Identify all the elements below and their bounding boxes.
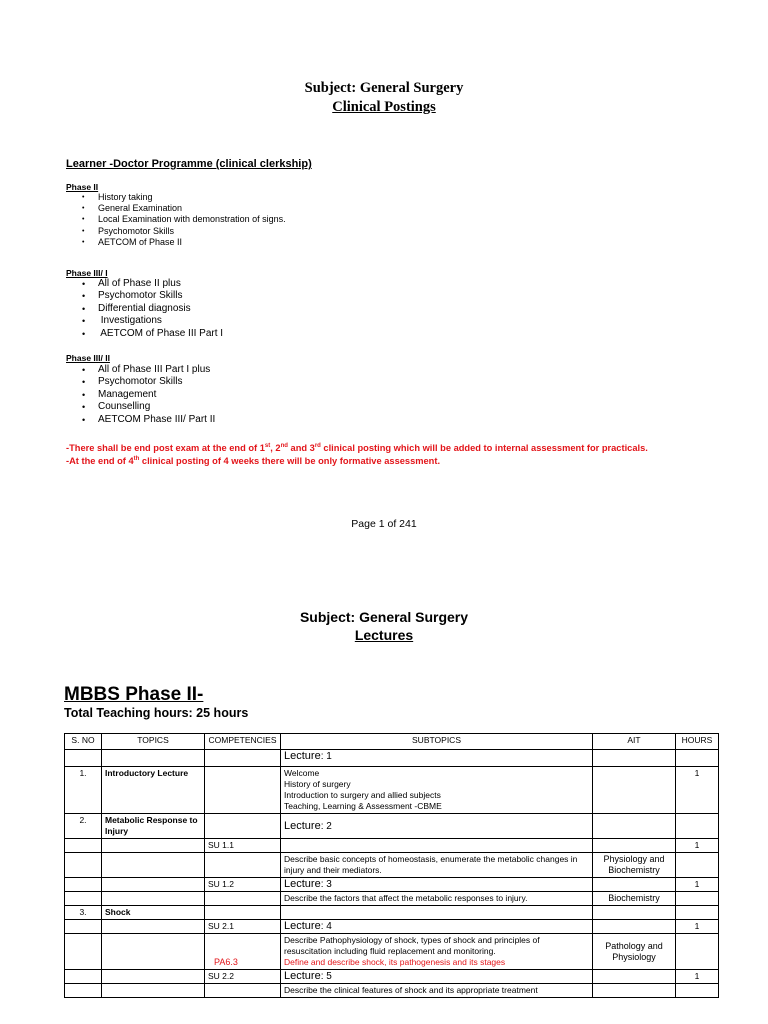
competency-cell: PA6.3 <box>205 934 281 970</box>
table-row <box>65 878 719 892</box>
table-row <box>65 814 719 839</box>
lecture-label: Lecture: 5 <box>281 970 593 984</box>
assessment-note-2: -At the end of 4th clinical posting of 4 weeks there will be only formative assessment. <box>66 456 441 467</box>
header-hours: HOURS <box>676 734 719 750</box>
competency-cell: SU 1.1 <box>205 839 281 853</box>
hours-cell: 1 <box>676 970 719 984</box>
phase-iii-i-list <box>66 278 223 340</box>
serial-number: 1. <box>65 767 102 814</box>
list-item: • Psychomotor Skills <box>66 290 223 302</box>
ait-cell: Biochemistry <box>593 892 676 906</box>
list-item: • General Examination <box>66 203 286 214</box>
topic-cell: Shock <box>102 906 205 920</box>
list-item: • Investigations <box>66 315 223 327</box>
topic-cell: Introductory Lecture <box>102 767 205 814</box>
serial-number: 2. <box>65 814 102 839</box>
list-item: • All of Phase II plus <box>66 278 223 290</box>
ait-cell: Pathology and Physiology <box>593 934 676 970</box>
page-number: Page 1 of 241 <box>351 518 417 530</box>
teaching-hours: Total Teaching hours: 25 hours <box>64 706 249 720</box>
phase-iii-ii-label: Phase III/ II <box>66 353 110 363</box>
lectures-table <box>64 733 719 998</box>
list-item: • Counselling <box>66 401 215 413</box>
assessment-note-1: -There shall be end post exam at the end of 1st, 2nd and 3rd clinical posting which will be added to internal assessment for practicals. <box>66 443 648 454</box>
subtopic-cell: Describe basic concepts of homeostasis, enumerate the metabolic changes in injury and their mediators. <box>281 853 593 878</box>
list-item: • Differential diagnosis <box>66 303 223 315</box>
list-item: • Management <box>66 389 215 401</box>
table-row <box>65 892 719 906</box>
lecture-label: Lecture: 2 <box>281 814 593 839</box>
lecture-label: Lecture: 3 <box>281 878 593 892</box>
table-header-row <box>65 734 719 750</box>
list-item: • Psychomotor Skills <box>66 226 286 237</box>
list-item: • AETCOM of Phase III Part I <box>66 328 223 340</box>
table-row <box>65 934 719 970</box>
hours-cell: 1 <box>676 839 719 853</box>
serial-number: 3. <box>65 906 102 920</box>
subtopics-cell: Welcome History of surgery Introduction to surgery and allied subjects Teaching, Learning & Assessment -CBME <box>281 767 593 814</box>
list-item: • History taking <box>66 192 286 203</box>
page2-subject-title: Subject: General Surgery <box>299 609 469 625</box>
table-row <box>65 750 719 767</box>
hours-cell: 1 <box>676 878 719 892</box>
competency-cell: SU 1.2 <box>205 878 281 892</box>
header-subtopics: SUBTOPICS <box>281 734 593 750</box>
table-row <box>65 970 719 984</box>
subtopic-cell: Describe the clinical features of shock and its appropriate treatment <box>281 984 593 998</box>
programme-heading: Learner -Doctor Programme (clinical clerkship) <box>66 158 312 170</box>
table-row <box>65 906 719 920</box>
page2-subtitle: Lectures <box>354 627 414 643</box>
table-row <box>65 853 719 878</box>
lecture-label: Lecture: 1 <box>281 750 593 767</box>
table-row <box>65 920 719 934</box>
table-row <box>65 767 719 814</box>
list-item: • AETCOM Phase III/ Part II <box>66 414 215 426</box>
ait-cell: Physiology and Biochemistry <box>593 853 676 878</box>
phase-ii-label: Phase II <box>66 182 99 192</box>
table-row <box>65 984 719 998</box>
page1-subject-title: Subject: General Surgery <box>304 80 464 96</box>
phase-heading: MBBS Phase II- <box>64 684 204 705</box>
phase-ii-list <box>66 192 286 248</box>
competency-cell: SU 2.1 <box>205 920 281 934</box>
header-ait: AIT <box>593 734 676 750</box>
list-item: • Psychomotor Skills <box>66 376 215 388</box>
lecture-label: Lecture: 4 <box>281 920 593 934</box>
list-item: • All of Phase III Part I plus <box>66 364 215 376</box>
competency-cell: SU 2.2 <box>205 970 281 984</box>
subtopic-cell: Describe the factors that affect the metabolic responses to injury. <box>281 892 593 906</box>
page1-subtitle: Clinical Postings <box>332 99 436 115</box>
list-item: • AETCOM of Phase II <box>66 237 286 248</box>
phase-iii-i-label: Phase III/ I <box>66 268 108 278</box>
table-row <box>65 839 719 853</box>
header-topics: TOPICS <box>102 734 205 750</box>
list-item: • Local Examination with demonstration of signs. <box>66 214 286 225</box>
hours-cell: 1 <box>676 920 719 934</box>
header-competencies: COMPETENCIES <box>205 734 281 750</box>
hours-cell: 1 <box>676 767 719 814</box>
phase-iii-ii-list <box>66 364 215 426</box>
subtopic-cell: Describe Pathophysiology of shock, types of shock and principles of resuscitation including fluid replacement and monitoring. Define and describe shock, its pathogenesis and its stages <box>281 934 593 970</box>
header-sno: S. NO <box>65 734 102 750</box>
topic-cell: Metabolic Response to Injury <box>102 814 205 839</box>
